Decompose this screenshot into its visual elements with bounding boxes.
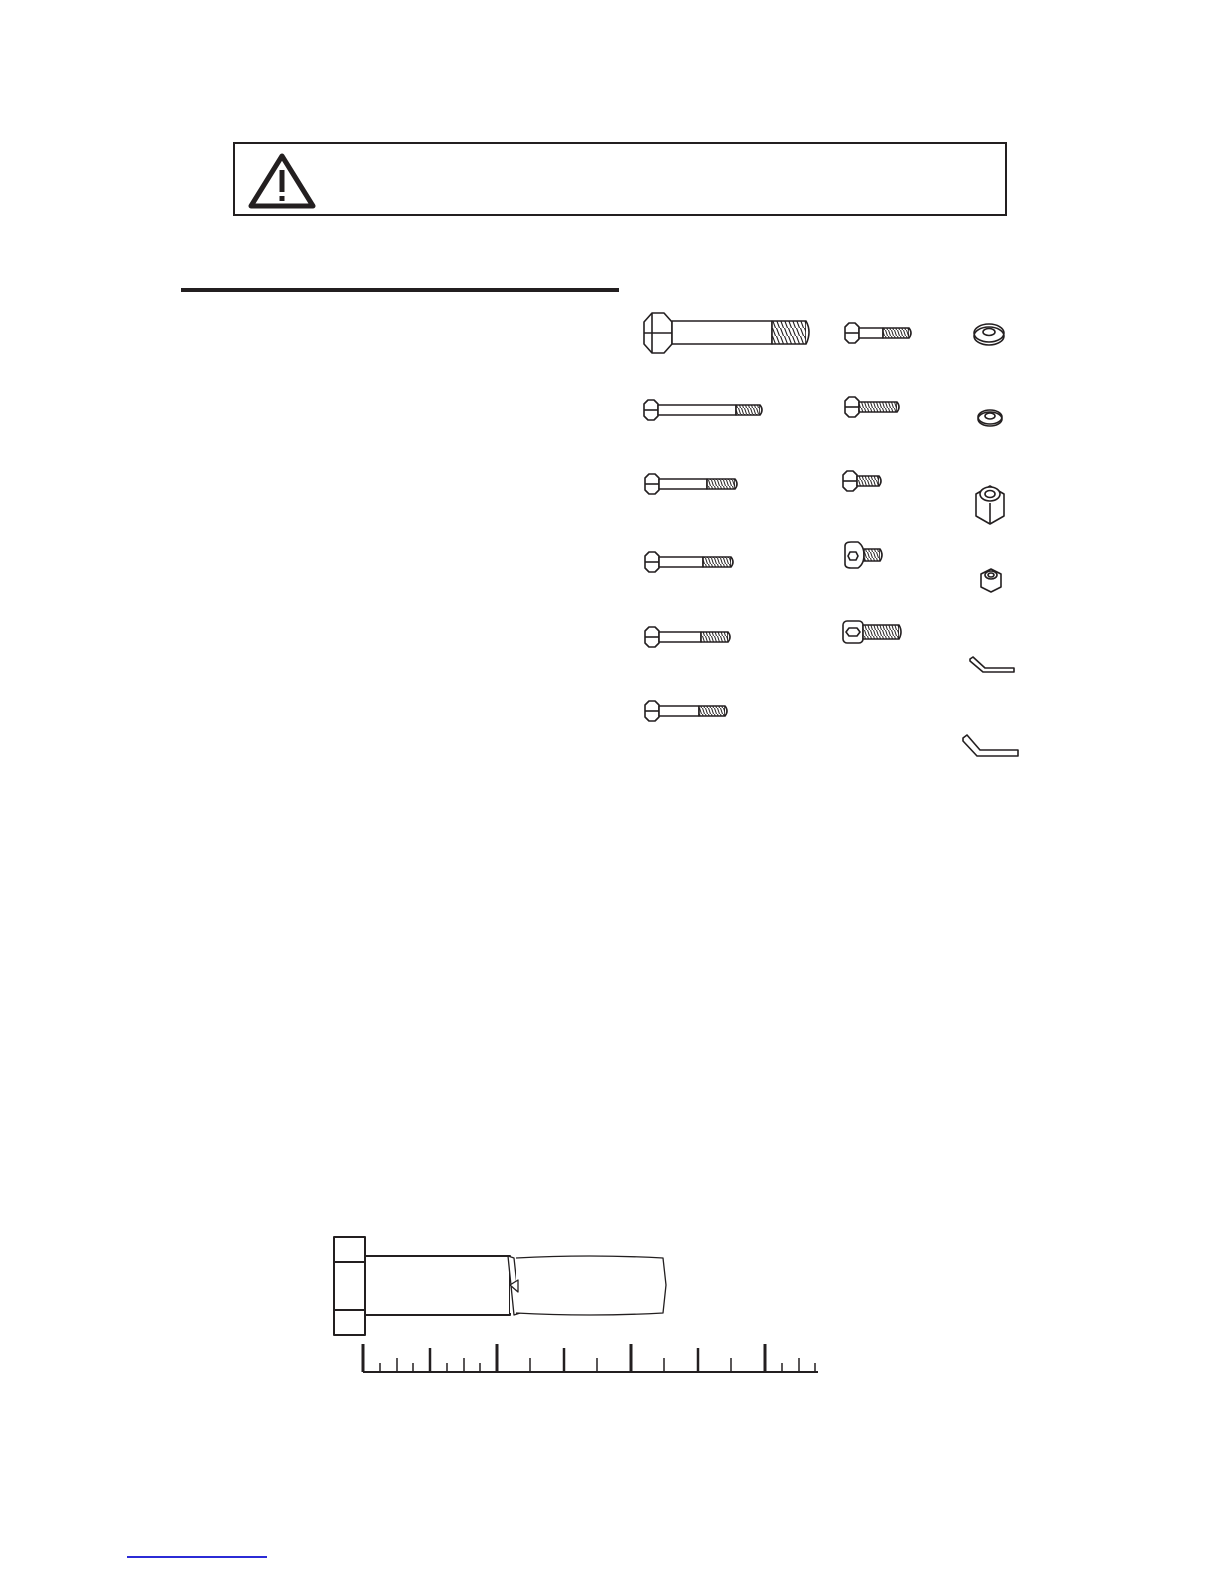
warning-text	[331, 144, 993, 214]
hex-bolt-stub-icon	[843, 471, 881, 491]
allen-wrench-small-icon	[970, 657, 1014, 672]
button-head-screw-icon	[845, 542, 882, 568]
lock-nut-large-icon	[976, 486, 1004, 524]
washer-large-icon	[974, 324, 1004, 345]
hex-bolt-medium-icon	[645, 627, 730, 647]
socket-head-screw-icon	[843, 621, 901, 643]
hex-bolt-medium-icon	[645, 552, 733, 572]
warning-banner	[233, 142, 1007, 216]
hex-bolt-large-icon	[644, 313, 809, 353]
hex-bolt-medium-icon	[645, 701, 727, 721]
bolt-measuring-gauge-icon	[325, 1228, 825, 1378]
section-rule	[181, 288, 619, 292]
warning-triangle-icon	[247, 152, 317, 210]
hardware-identification-chart	[630, 300, 1030, 770]
footer-link[interactable]	[127, 1556, 267, 1558]
washer-small-icon	[978, 410, 1002, 426]
hex-bolt-short-icon	[845, 323, 911, 343]
bolt-threads	[508, 1256, 666, 1315]
hex-bolt-medium-icon	[645, 474, 737, 494]
hex-bolt-long-icon	[644, 400, 762, 420]
lock-nut-small-icon	[981, 569, 1001, 592]
hex-bolt-short-icon	[845, 397, 899, 417]
allen-wrench-large-icon	[963, 735, 1018, 756]
measuring-ruler	[363, 1344, 818, 1372]
